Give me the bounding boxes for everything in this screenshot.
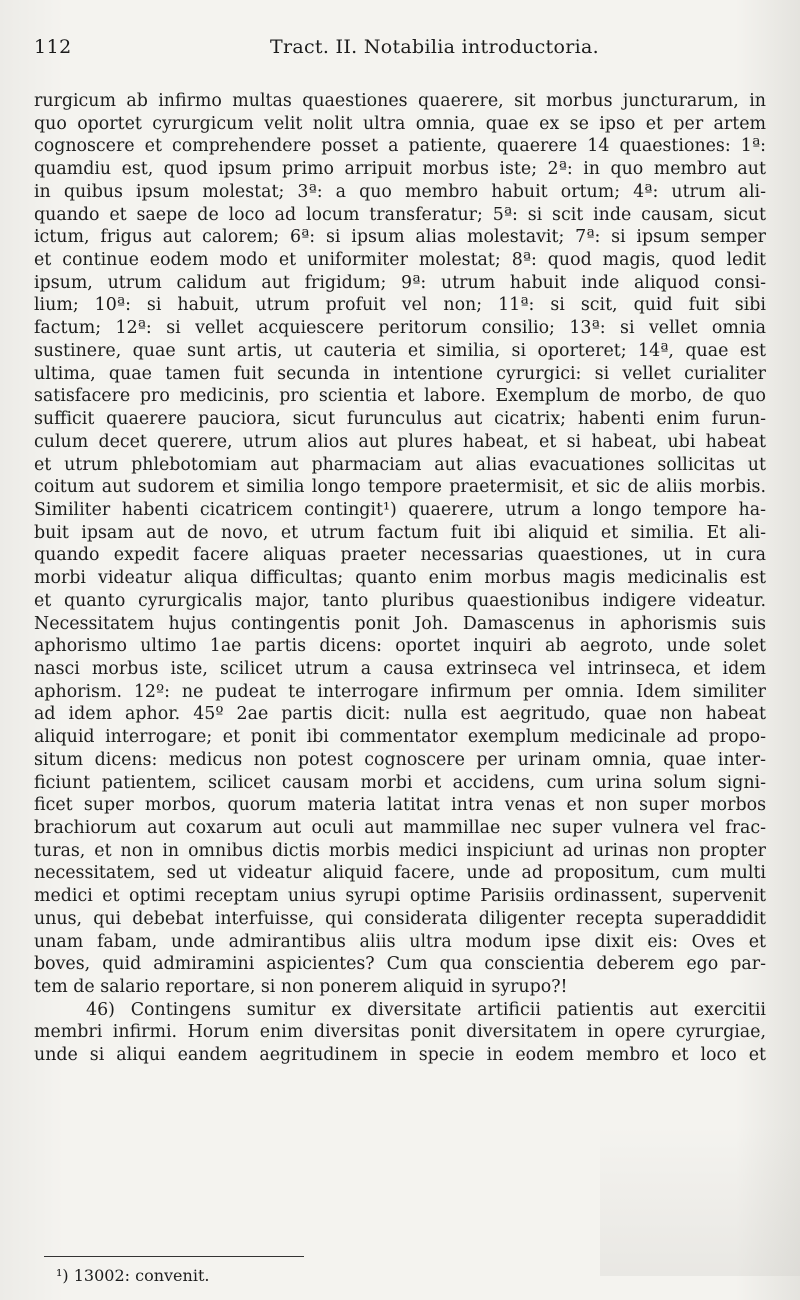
text-line: quando expedit facere aliquas praeter necessarias quaestiones, ut in cura: [34, 545, 766, 566]
text-line: necessitatem, sed ut videatur aliquid facere, unde ad propositum, cum multi: [34, 863, 766, 884]
text-line: buit ipsam aut de novo, et utrum factum fuit ibi aliquid et similia. Et ali-: [34, 522, 766, 543]
text-line: quo oportet cyrurgicum velit nolit ultra omnia, quae ex se ipso et per artem: [34, 113, 766, 134]
text-line: aphorism. 12º: ne pudeat te interrogare infirmum per omnia. Idem similiter: [34, 681, 766, 702]
text-line: situm dicens: medicus non potest cognoscere per urinam omnia, quae inter-: [34, 749, 766, 770]
page-number: 112: [34, 36, 72, 58]
footnote-divider: [44, 1256, 304, 1257]
text-line: ficet super morbos, quorum materia latitat intra venas et non super morbos: [34, 795, 766, 816]
text-line: aliquid interrogare; et ponit ibi commentator exemplum medicinale ad propo-: [34, 727, 766, 748]
text-line: aphorismo ultimo 1ae partis dicens: oportet inquiri ab aegroto, unde solet: [34, 636, 766, 657]
page-header: [34, 36, 764, 66]
text-line: ultima, quae tamen fuit secunda in intentione cyrurgici: si vellet curialiter: [34, 363, 766, 384]
text-line: turas, et non in omnibus dictis morbis medici inspiciunt ad urinas non propter: [34, 840, 766, 861]
text-line: morbi videatur aliqua difficultas; quanto enim morbus magis medicinalis est: [34, 568, 766, 589]
text-line: membri infirmi. Horum enim diversitas ponit diversitatem in opere cyrurgiae,: [34, 1022, 766, 1043]
footnote: ¹) 13002: convenit.: [56, 1266, 210, 1285]
text-line: et utrum phlebotomiam aut pharmaciam aut alias evacuationes sollicitas ut: [34, 454, 766, 475]
text-line: quamdiu est, quod ipsum primo arripuit morbus iste; 2ª: in quo membro aut: [34, 159, 766, 180]
text-line: ficiunt patientem, scilicet causam morbi et accidens, cum urina solum signi-: [34, 772, 766, 793]
running-title: Tract. II. Notabilia introductoria.: [270, 36, 599, 58]
text-line: et continue eodem modo et uniformiter molestat; 8ª: quod magis, quod ledit: [34, 250, 766, 271]
text-line: coitum aut sudorem et similia longo tempore praetermisit, et sic de aliis morbis.: [34, 477, 766, 498]
text-line: nasci morbus iste, scilicet utrum a causa extrinseca vel intrinseca, et idem: [34, 658, 766, 679]
text-line: in quibus ipsum molestat; 3ª: a quo membro habuit ortum; 4ª: utrum ali-: [34, 181, 766, 202]
text-line: unam fabam, unde admirantibus aliis ultra modum ipse dixit eis: Oves et: [34, 931, 766, 952]
text-line: satisfacere pro medicinis, pro scientia et labore. Exemplum de morbo, de quo: [34, 386, 766, 407]
text-line: et quanto cyrurgicalis major, tanto pluribus quaestionibus indigere videatur.: [34, 590, 766, 611]
text-line: ad idem aphor. 45º 2ae partis dicit: nulla est aegritudo, quae non habeat: [34, 704, 766, 725]
text-line: ictum, frigus aut calorem; 6ª: si ipsum alias molestavit; 7ª: si ipsum semper: [34, 227, 766, 248]
text-line: Necessitatem hujus contingentis ponit Joh. Damascenus in aphorismis suis: [34, 613, 766, 634]
text-line: cognoscere et comprehendere posset a patiente, quaerere 14 quaestiones: 1ª:: [34, 136, 766, 157]
text-line: unus, qui debebat interfuisse, qui considerata diligenter receptа superaddidit: [34, 908, 766, 929]
text-line: tem de salario reportare, si non ponerem aliquid in syrupo?!: [34, 977, 568, 998]
text-line: 46) Contingens sumitur ex diversitate artificii patientis aut exercitii: [86, 999, 766, 1020]
text-line: culum decet querere, utrum alios aut plures habeat, et si habeat, ubi habeat: [34, 431, 766, 452]
text-line: factum; 12ª: si vellet acquiescere peritorum consilio; 13ª: si vellet omnia: [34, 318, 766, 339]
text-line: sustinere, quae sunt artis, ut cauteria et similia, si oporteret; 14ª, quae est: [34, 340, 766, 361]
text-line: Similiter habenti cicatricem contingit¹) quaerere, utrum a longo tempore ha-: [34, 499, 766, 520]
text-line: lium; 10ª: si habuit, utrum profuit vel non; 11ª: si scit, quid fuit sibi: [34, 295, 766, 316]
text-line: quando et saepe de loco ad locum transferatur; 5ª: si scit inde causam, sicut: [34, 204, 766, 225]
text-line: unde si aliqui eandem aegritudinem in specie in eodem membro et loco et: [34, 1045, 766, 1066]
text-line: boves, quid admiramini aspicientes? Cum qua conscientia deberem ego par-: [34, 954, 766, 975]
text-line: ipsum, utrum calidum aut frigidum; 9ª: utrum habuit inde aliquod consi-: [34, 272, 766, 293]
text-line: medici et optimi receptam unius syrupi optime Parisiis ordinassent, supervenit: [34, 886, 766, 907]
bleed-through-shadow: [600, 1126, 800, 1276]
body-text: [34, 90, 766, 1067]
text-line: sufficit quaerere pauciora, sicut furunculus aut cicatrix; habenti enim furun-: [34, 409, 766, 430]
text-line: rurgicum ab infirmo multas quaestiones quaerere, sit morbus juncturarum, in: [34, 91, 766, 111]
text-line: brachiorum aut coxarum aut oculi aut mammillae nec super vulnera vel frac-: [34, 818, 766, 838]
